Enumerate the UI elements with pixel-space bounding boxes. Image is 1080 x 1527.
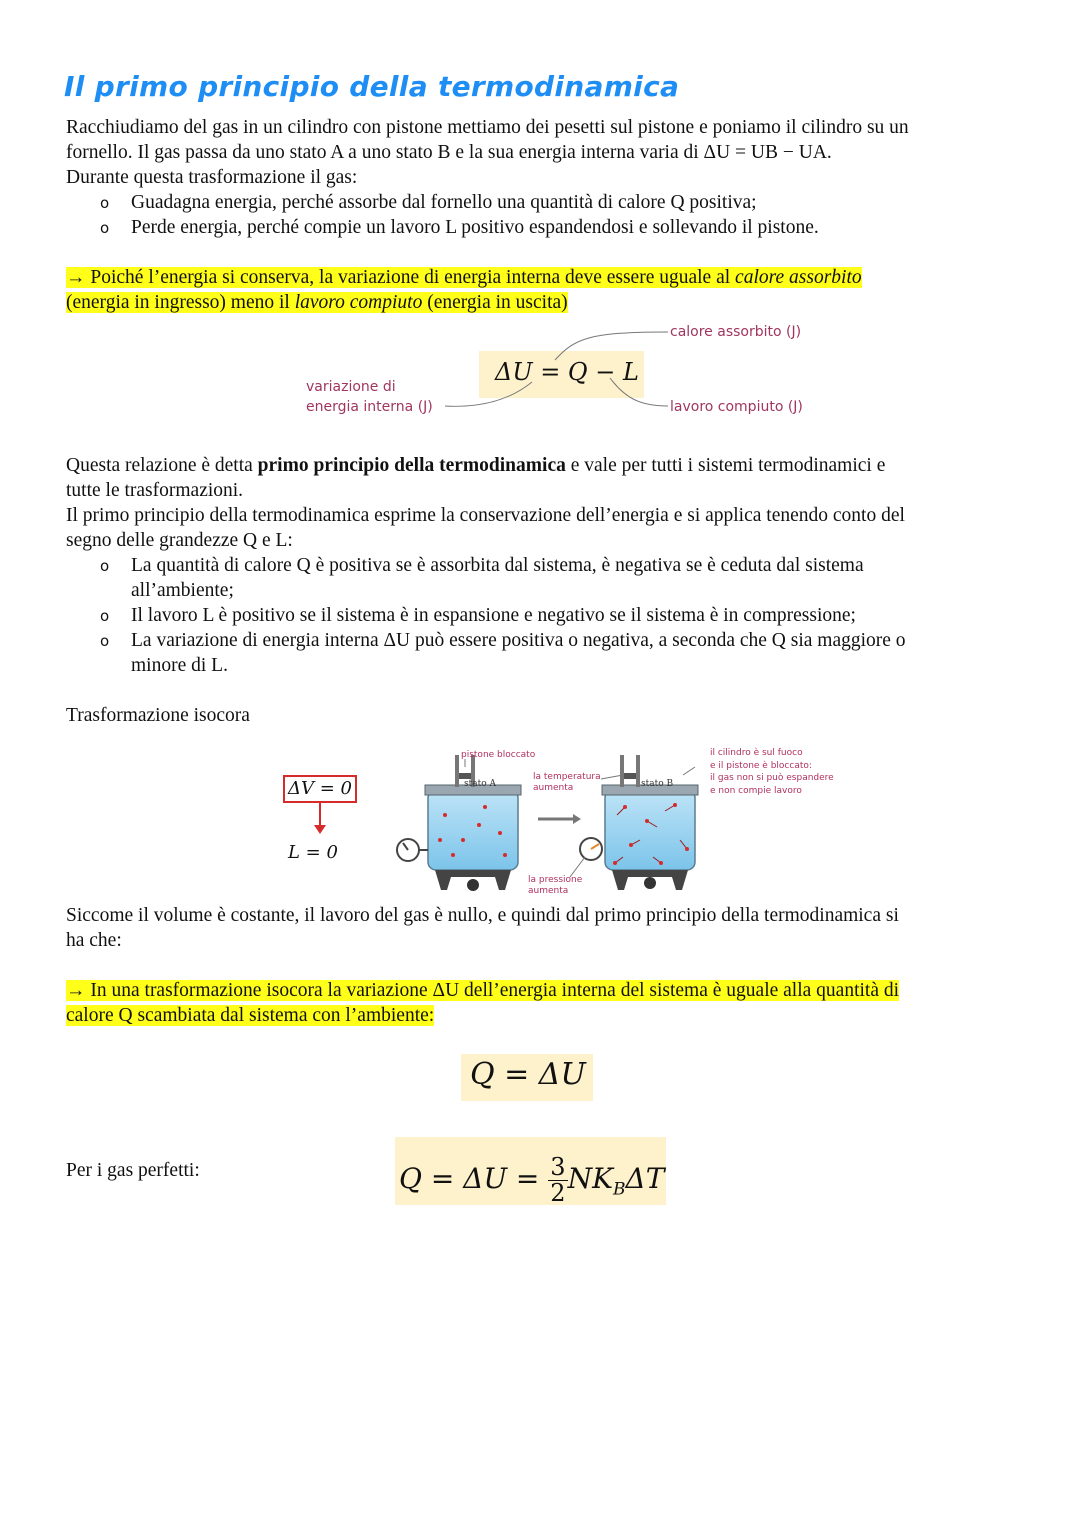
relation-line-3: Il primo principio della termodinamica esprime la conservazione dell’energia e si applica tenendo conto del — [66, 505, 905, 526]
bullet-marker: o — [100, 219, 110, 237]
first-law-formula: ΔU = Q − L — [495, 358, 639, 386]
highlight-statement-2: → In una trasformazione isocora la variazione ΔU dell’energia interna del sistema è uguale alla quantità di calore Q scambiata dal sistema con l’ambiente: — [66, 980, 900, 1026]
label-piston-blocked: pistone bloccato — [461, 750, 536, 760]
label-state-b: stato B — [641, 779, 674, 789]
work-zero: L = 0 — [288, 842, 338, 863]
bullet-marker: o — [100, 632, 110, 650]
label-note: il cilindro è sul fuoco e il pistone è bloccato: il gas non si può espandere e non compie lavoro — [710, 748, 834, 796]
list-item: o Guadagna energia, perché assorbe dal fornello una quantità di calore Q positiva; — [100, 190, 757, 216]
page-title: Il primo principio della termodinamica — [64, 70, 680, 103]
highlight-statement-1: → Poiché l’energia si conserva, la variazione di energia interna deve essere uguale al calore assorbito (energia in ingresso) meno il lavoro compiuto (energia in uscita) — [66, 267, 862, 313]
formula-connectors — [440, 318, 670, 418]
intro-line-1: Racchiudiamo del gas in un cilindro con pistone mettiamo dei pesetti sul pistone e poniamo il cilindro su un — [66, 117, 909, 138]
isochoric-formula: Q = ΔU — [470, 1057, 586, 1092]
arrow-down-icon — [310, 803, 330, 835]
fraction-denominator: 2 — [550, 1179, 566, 1207]
label-energy-2: energia interna (J) — [306, 399, 433, 415]
isocora-heading: Trasformazione isocora — [66, 705, 250, 726]
isochoric-illustration — [395, 745, 705, 895]
perfect-gas-formula: Q = ΔU = $\frac{3}{2}$ $NK_B\Delta T$ — [399, 1153, 665, 1207]
label-energy-1: variazione di — [306, 379, 396, 395]
volume-line-1: Siccome il volume è costante, il lavoro del gas è nullo, e quindi dal primo principio della termodinamica si — [66, 905, 899, 926]
list-item: o La variazione di energia interna ΔU può essere positiva o negativa, a seconda che Q sia maggiore o minore di L. — [100, 630, 906, 676]
intro-line-3: Durante questa trasformazione il gas: — [66, 167, 358, 188]
bullet-marker: o — [100, 607, 110, 625]
label-state-a: stato A — [464, 779, 496, 789]
bullet-marker: o — [100, 557, 110, 575]
volume-line-2: ha che: — [66, 930, 122, 951]
label-work: lavoro compiuto (J) — [670, 399, 803, 415]
intro-line-2: fornello. Il gas passa da uno stato A a uno stato B e la sua energia interna varia di ΔU = UB − UA. — [66, 142, 832, 163]
list-item: o La quantità di calore Q è positiva se è assorbita dal sistema, è negativa se è ceduta dal sistema all’ambiente; — [100, 555, 864, 601]
relation-line-1: Questa relazione è detta primo principio della termodinamica e vale per tutti i sistemi termodinamici e — [66, 455, 886, 476]
label-temperature: la temperatura aumenta — [533, 772, 601, 793]
label-pressure: la pressione aumenta — [528, 875, 583, 896]
delta-v-box: ΔV = 0 — [283, 775, 357, 803]
list-item: o Perde energia, perché compie un lavoro L positivo espandendosi e sollevando il pistone. — [100, 215, 819, 241]
bullet-marker: o — [100, 194, 110, 212]
perfect-gas-label: Per i gas perfetti: — [66, 1160, 200, 1181]
fraction-numerator: 3 — [550, 1153, 566, 1181]
relation-line-2: tutte le trasformazioni. — [66, 480, 244, 501]
label-heat: calore assorbito (J) — [670, 324, 802, 340]
relation-line-4: segno delle grandezze Q e L: — [66, 530, 293, 551]
list-item: o Il lavoro L è positivo se il sistema è in espansione e negativo se il sistema è in compressione; — [100, 603, 856, 629]
